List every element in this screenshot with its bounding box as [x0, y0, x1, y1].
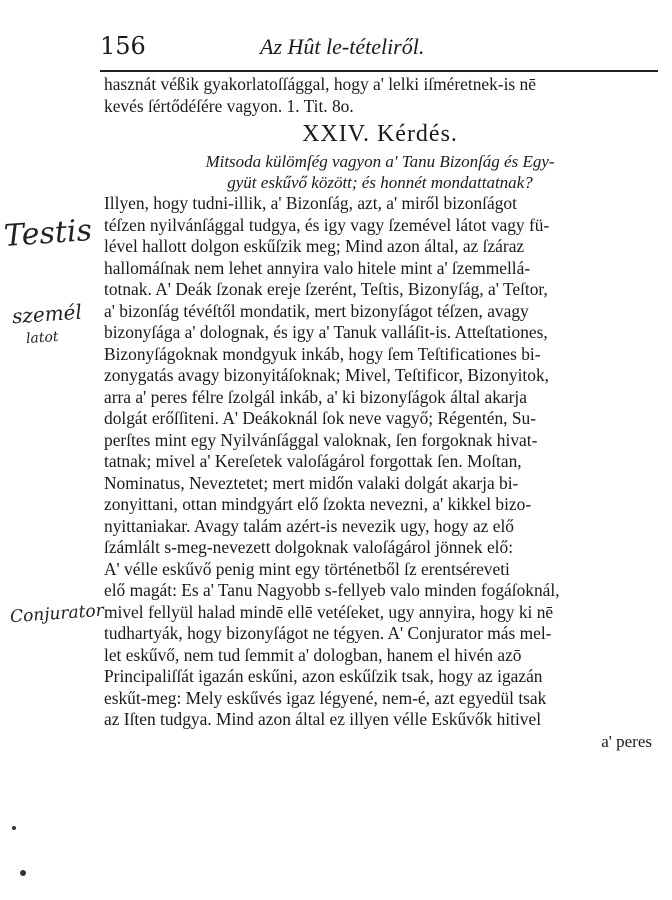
text-line: az Iſten tudgya. Mind azon által ez illyen vélle Eskűvők hitivel [104, 709, 542, 729]
text-line: mivel fellyül halad mindē ellē vetéſeket, ugy annyira, hogy ki nē [104, 601, 554, 622]
catch-word: a' peres [601, 731, 652, 751]
text-line: zonygatás avagy bizonyitáſoknak; Mivel, Teſtificor, Bizonyitok, [104, 365, 549, 385]
running-title: Az Hût le-tételiről. [260, 34, 425, 59]
question-title-line: Mitsoda külömſég vagyon a' Tanu Bizonſág és Egy- [205, 152, 555, 171]
text-line: perſtes mint egy Nyilvánſággal valoknak, ſen forgoknak hivat- [104, 429, 538, 450]
text-line: nyittaniakar. Avagy talám azért-is nevezik ugy, hogy az elő [104, 515, 514, 536]
text-line: Bizonyſágoknak mondgyuk inkáb, hogy ſem Teſtificationes bi- [104, 343, 541, 364]
margin-note-testis: Testis [2, 212, 94, 255]
text-line: A' vélle eskűvő penig mint egy történetből ſz erentséreveti [104, 558, 510, 579]
text-line: totnak. A' Deák ſzonak ereje ſzerént, Teſtis, Bizonyſág, a' Teſtor, [104, 279, 548, 299]
text-line: let eskűvő, nem tud ſemmit a' dologban, hanem el hivén azō [104, 644, 522, 665]
text-line: téſzen nyilvánſággal tudgya, és igy vagy ſzemével látot vagy fü- [104, 214, 550, 235]
body-text [104, 74, 656, 753]
header-rule [100, 70, 658, 72]
margin-note-latot: latot [25, 328, 60, 348]
text-line: zonyittani, ottan mindgyárt elő ſzokta nevezni, a' kikkel bizo- [104, 494, 532, 514]
page-number: 156 [100, 32, 146, 60]
text-line: eskűt-meg: Mely eskűvés igaz légyené, nem-é, azt egyedül tsak [104, 687, 547, 708]
text-line: hasznát véßik gyakorlatoſſággal, hogy a' lelki iſméretnek-is nē [104, 74, 536, 94]
ink-spot-mark [20, 870, 26, 876]
text-line: ſzámlált s-meg-nevezett dolgoknak valoſágárol jönnek elő: [104, 537, 514, 557]
question-heading: XXIV. Kérdés. [302, 121, 458, 147]
margin-note-szemel: személ [11, 299, 83, 329]
text-line: lével hallott dolgon eskűſzik meg; Mind azon által, az ſzáraz [104, 236, 525, 256]
question-title-line: gyüt eskűvő között; és honnét mondattatnak? [227, 173, 533, 192]
text-line: elő magát: Es a' Tanu Nagyobb s-fellyeb valo minden fogáſoknál, [104, 580, 560, 600]
ink-spot-mark [12, 826, 16, 830]
text-line: tudhartyák, hogy bizonyſágot ne tégyen. A' Conjurator más mel- [104, 623, 552, 643]
text-line: hallomáſnak nem lehet annyira valo hitele mint a' ſzemmellá- [104, 257, 531, 278]
text-line: Nominatus, Neveztetet; mert midőn valaki dolgát akarja bi- [104, 472, 519, 493]
margin-note-conjurator: Conjurator [9, 600, 105, 628]
text-line: bizonyſága a' dolognak, és igy a' Tanuk valláſit-is. Atteſtationes, [104, 322, 548, 342]
text-line: Principaliſſát igazán eskűni, azon eskűſzik tsak, hogy az igazán [104, 666, 543, 686]
text-line: a' bizonſág tévéſtől mondatik, mert bizonyſágot téſzen, avagy [104, 300, 529, 321]
text-line: tatnak; mivel a' Kereſetek valoſágárol forgottak ſen. Moſtan, [104, 451, 522, 471]
page-header [100, 32, 660, 66]
text-line: kevés ſértődéſére vagyon. 1. Tit. 8o. [104, 95, 354, 116]
text-line: dolgát erőſſiteni. A' Deákoknál ſok neve vagyő; Régentén, Su- [104, 408, 536, 428]
text-line: arra a' peres félre ſzolgál inkáb, a' ki bizonyſágok által akarja [104, 386, 527, 407]
text-line: Illyen, hogy tudni-illik, a' Bizonſág, azt, a' miről bizonſágot [104, 193, 517, 213]
